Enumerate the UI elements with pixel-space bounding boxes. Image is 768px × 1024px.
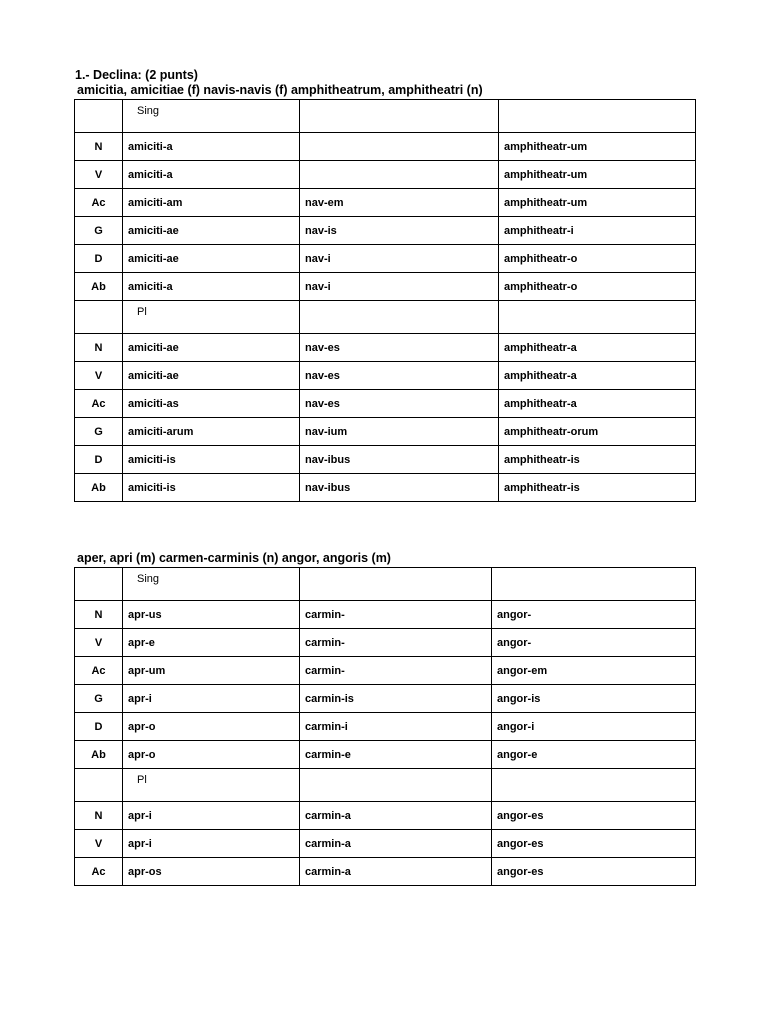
form-cell: angor- (492, 629, 696, 657)
form-cell: carmin-a (300, 802, 492, 830)
table-row (75, 245, 696, 273)
empty-cell (300, 100, 499, 133)
table-row (75, 362, 696, 390)
form-cell: amiciti-ae (123, 334, 300, 362)
form-cell: amiciti-is (123, 446, 300, 474)
empty-cell (75, 301, 123, 334)
form-cell: carmin-a (300, 830, 492, 858)
form-cell: angor- (492, 601, 696, 629)
form-cell: angor-i (492, 713, 696, 741)
form-cell: nav-is (300, 217, 499, 245)
form-cell: amphitheatr-o (499, 273, 696, 301)
table-row (75, 474, 696, 502)
form-cell: apr-i (123, 830, 300, 858)
form-cell: carmin- (300, 601, 492, 629)
table-row (75, 334, 696, 362)
case-label: V (75, 830, 123, 858)
case-label: Ab (75, 273, 123, 301)
empty-cell (75, 100, 123, 133)
table-row (75, 418, 696, 446)
form-cell: amiciti-arum (123, 418, 300, 446)
empty-cell (492, 769, 696, 802)
form-cell: nav-es (300, 334, 499, 362)
words-list-2: aper, apri (m) carmen-carminis (n) angor, angoris (m) (77, 551, 391, 565)
form-cell: nav-es (300, 390, 499, 418)
empty-cell (492, 568, 696, 601)
case-label: N (75, 133, 123, 161)
form-cell: carmin- (300, 629, 492, 657)
table-row (75, 629, 696, 657)
table-row (75, 802, 696, 830)
table-row (75, 446, 696, 474)
empty-cell (75, 769, 123, 802)
plural-header-label: Pl (123, 769, 300, 802)
form-cell: apr-us (123, 601, 300, 629)
table-row (75, 657, 696, 685)
case-label: N (75, 802, 123, 830)
singular-header-row (75, 568, 696, 601)
form-cell: carmin- (300, 657, 492, 685)
form-cell: amphitheatr-a (499, 390, 696, 418)
empty-cell (300, 301, 499, 334)
form-cell: amphitheatr-i (499, 217, 696, 245)
form-cell: amiciti-ae (123, 217, 300, 245)
form-cell (300, 133, 499, 161)
form-cell: nav-i (300, 245, 499, 273)
form-cell: amiciti-as (123, 390, 300, 418)
form-cell: amphitheatr-a (499, 362, 696, 390)
form-cell: apr-i (123, 685, 300, 713)
case-label: Ac (75, 657, 123, 685)
case-label: G (75, 418, 123, 446)
singular-header-label: Sing (123, 100, 300, 133)
table-row (75, 161, 696, 189)
table-row (75, 273, 696, 301)
form-cell: nav-em (300, 189, 499, 217)
case-label: Ac (75, 189, 123, 217)
table-row (75, 713, 696, 741)
case-label: Ac (75, 858, 123, 886)
form-cell: amiciti-am (123, 189, 300, 217)
declension-table-1 (74, 99, 696, 502)
singular-header-row (75, 100, 696, 133)
exercise-title: 1.- Declina: (2 punts) (75, 68, 198, 82)
empty-cell (499, 301, 696, 334)
form-cell: angor-es (492, 802, 696, 830)
case-label: V (75, 161, 123, 189)
form-cell: angor-es (492, 858, 696, 886)
case-label: Ab (75, 741, 123, 769)
form-cell: apr-e (123, 629, 300, 657)
form-cell: nav-ibus (300, 446, 499, 474)
case-label: D (75, 446, 123, 474)
case-label: Ab (75, 474, 123, 502)
form-cell: amiciti-is (123, 474, 300, 502)
table-row (75, 189, 696, 217)
form-cell: angor-em (492, 657, 696, 685)
form-cell: nav-ibus (300, 474, 499, 502)
case-label: D (75, 245, 123, 273)
form-cell: amiciti-ae (123, 362, 300, 390)
form-cell: amphitheatr-a (499, 334, 696, 362)
plural-header-label: Pl (123, 301, 300, 334)
form-cell: carmin-e (300, 741, 492, 769)
empty-cell (300, 769, 492, 802)
case-label: V (75, 362, 123, 390)
form-cell: apr-um (123, 657, 300, 685)
empty-cell (300, 568, 492, 601)
form-cell (300, 161, 499, 189)
declension-table-2 (74, 567, 696, 886)
case-label: V (75, 629, 123, 657)
empty-cell (75, 568, 123, 601)
form-cell: carmin-a (300, 858, 492, 886)
form-cell: nav-i (300, 273, 499, 301)
form-cell: amphitheatr-is (499, 474, 696, 502)
plural-header-row (75, 769, 696, 802)
table-row (75, 830, 696, 858)
case-label: D (75, 713, 123, 741)
form-cell: amphitheatr-um (499, 161, 696, 189)
case-label: N (75, 601, 123, 629)
form-cell: angor-is (492, 685, 696, 713)
form-cell: apr-o (123, 713, 300, 741)
form-cell: amphitheatr-o (499, 245, 696, 273)
singular-header-label: Sing (123, 568, 300, 601)
table-row (75, 133, 696, 161)
case-label: N (75, 334, 123, 362)
case-label: G (75, 685, 123, 713)
table-row (75, 858, 696, 886)
form-cell: apr-os (123, 858, 300, 886)
table-row (75, 741, 696, 769)
form-cell: apr-o (123, 741, 300, 769)
form-cell: carmin-i (300, 713, 492, 741)
form-cell: amphitheatr-orum (499, 418, 696, 446)
form-cell: amiciti-ae (123, 245, 300, 273)
plural-header-row (75, 301, 696, 334)
form-cell: amphitheatr-is (499, 446, 696, 474)
words-list-1: amicitia, amicitiae (f) navis-navis (f) amphitheatrum, amphitheatri (n) (77, 83, 483, 97)
form-cell: angor-es (492, 830, 696, 858)
form-cell: amiciti-a (123, 161, 300, 189)
form-cell: amiciti-a (123, 273, 300, 301)
table-row (75, 601, 696, 629)
table-row (75, 685, 696, 713)
case-label: G (75, 217, 123, 245)
form-cell: apr-i (123, 802, 300, 830)
form-cell: carmin-is (300, 685, 492, 713)
form-cell: amphitheatr-um (499, 133, 696, 161)
form-cell: angor-e (492, 741, 696, 769)
form-cell: nav-es (300, 362, 499, 390)
table-row (75, 390, 696, 418)
form-cell: amiciti-a (123, 133, 300, 161)
form-cell: nav-ium (300, 418, 499, 446)
table-row (75, 217, 696, 245)
form-cell: amphitheatr-um (499, 189, 696, 217)
empty-cell (499, 100, 696, 133)
case-label: Ac (75, 390, 123, 418)
